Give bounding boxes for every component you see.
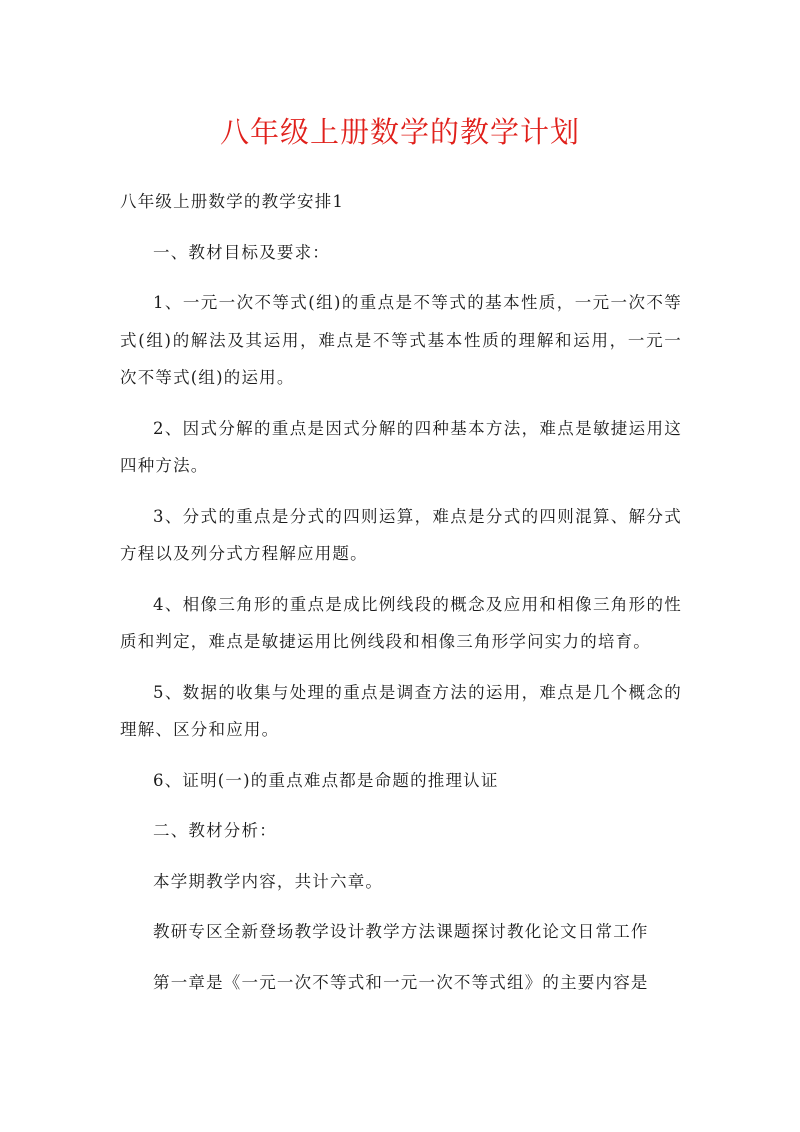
paragraph: 3、分式的重点是分式的四则运算，难点是分式的四则混算、解分式方程以及列分式方程解应用题。 <box>120 506 682 563</box>
paragraph: 一、教材目标及要求： <box>153 242 330 262</box>
document-title: 八年级上册数学的教学计划 <box>219 115 580 149</box>
paragraph: 本学期教学内容，共计六章。 <box>153 871 384 891</box>
paragraph: 4、相像三角形的重点是成比例线段的概念及应用和相像三角形的性质和判定，难点是敏捷运用比例线段和相像三角形学问实力的培育。 <box>120 594 682 651</box>
paragraph: 1、一元一次不等式(组)的重点是不等式的基本性质，一元一次不等式(组)的解法及其运用，难点是不等式基本性质的理解和运用，一元一次不等式(组)的运用。 <box>120 293 682 387</box>
paragraph: 教研专区全新登场教学设计教学方法课题探讨教化论文日常工作 <box>153 922 649 941</box>
paragraph: 二、教材分析： <box>153 821 277 840</box>
paragraph: 2、因式分解的重点是因式分解的四种基本方法，难点是敏捷运用这四种方法。 <box>120 418 682 475</box>
section-heading: 八年级上册数学的教学安排1 <box>120 192 345 211</box>
document-body <box>120 183 682 1014</box>
paragraph: 6、证明(一)的重点难点都是命题的推理认证 <box>153 770 499 790</box>
paragraph: 第一章是《一元一次不等式和一元一次不等式组》的主要内容是 <box>153 972 649 992</box>
paragraph: 5、数据的收集与处理的重点是调查方法的运用，难点是几个概念的理解、区分和应用。 <box>120 682 682 739</box>
